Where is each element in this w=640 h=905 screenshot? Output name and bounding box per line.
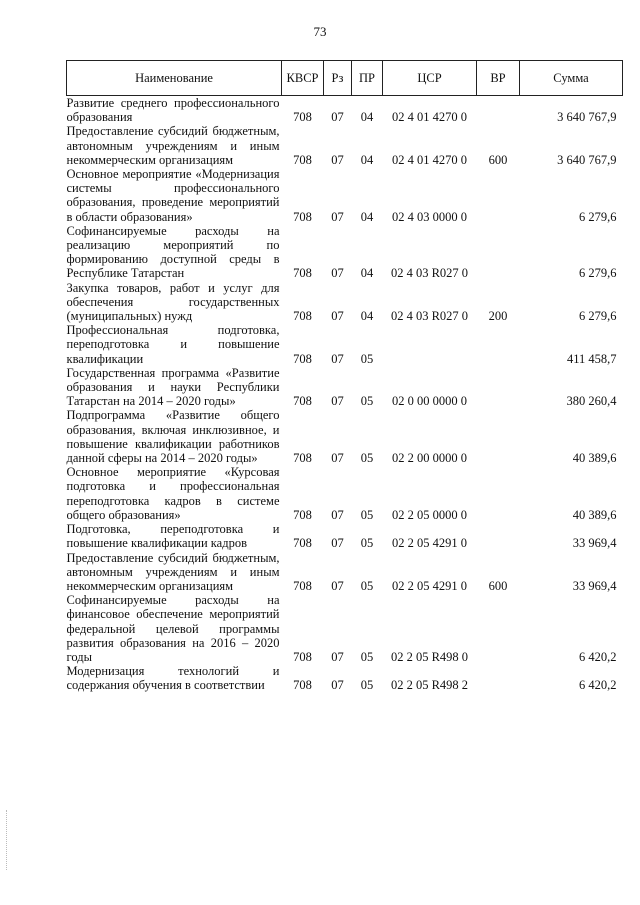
- cell-vr: [477, 522, 520, 550]
- cell-sum: 33 969,4: [572, 578, 617, 593]
- cell-kvsr: 708: [293, 451, 312, 466]
- table-row: [67, 366, 623, 409]
- cell-pr: 04: [360, 309, 374, 324]
- cell-pr: 05: [360, 678, 374, 693]
- header-pr: ПР: [352, 61, 383, 96]
- cell-csr: 02 4 03 R027 0: [390, 309, 469, 324]
- cell-name: Развитие среднего профессионального образования: [66, 96, 280, 125]
- header-kvsr: КВСР: [282, 61, 324, 96]
- cell-csr: [383, 323, 477, 366]
- cell-pr: 05: [360, 394, 374, 409]
- table-row: [67, 323, 623, 366]
- table-row: [67, 167, 623, 224]
- cell-rz: 07: [331, 678, 344, 693]
- table-row: [67, 408, 623, 465]
- cell-csr: 02 2 05 0000 0: [392, 507, 467, 522]
- margin-marks: [6, 810, 11, 870]
- cell-pr: 05: [360, 578, 374, 593]
- cell-rz: 07: [331, 507, 344, 522]
- cell-csr: 02 2 05 R498 2: [390, 678, 469, 693]
- cell-name: Основное мероприятие «Модернизация системы профессионального образования, проведение мероприятий в области образования»: [66, 167, 280, 224]
- cell-kvsr: 708: [293, 536, 312, 551]
- cell-vr: [477, 664, 520, 692]
- cell-csr: 02 2 05 R498 0: [390, 649, 469, 664]
- table-header: [67, 61, 623, 96]
- cell-pr: 05: [360, 451, 374, 466]
- cell-csr: 02 4 01 4270 0: [392, 110, 467, 125]
- cell-sum: 6 279,6: [579, 266, 617, 281]
- cell-vr: 600: [488, 578, 508, 593]
- cell-kvsr: 708: [293, 309, 312, 324]
- cell-vr: [477, 465, 520, 522]
- cell-kvsr: 708: [293, 649, 312, 664]
- cell-pr: 05: [360, 649, 374, 664]
- cell-pr: 04: [360, 110, 374, 125]
- cell-csr: 02 2 05 4291 0: [392, 578, 467, 593]
- header-csr: ЦСР: [383, 61, 477, 96]
- table-row: [67, 664, 623, 692]
- cell-pr: 05: [360, 536, 374, 551]
- cell-name: Софинансируемые расходы на реализацию мероприятий по формированию доступной среды в Республике Татарстан: [66, 223, 280, 281]
- cell-kvsr: 708: [293, 351, 312, 366]
- cell-name: Предоставление субсидий бюджетным, автономным учреждениям и иным некоммерческим организациям: [66, 550, 280, 593]
- cell-sum: 6 279,6: [579, 309, 617, 324]
- cell-kvsr: 708: [293, 507, 312, 522]
- cell-sum: 6 279,6: [579, 209, 617, 224]
- table-row: [67, 551, 623, 594]
- cell-rz: 07: [331, 578, 344, 593]
- cell-rz: 07: [331, 394, 344, 409]
- cell-pr: 04: [360, 209, 374, 224]
- cell-pr: 04: [360, 152, 374, 167]
- budget-table: [66, 60, 623, 693]
- cell-sum: 6 420,2: [579, 649, 617, 664]
- table-row: [67, 281, 623, 324]
- cell-vr: [477, 593, 520, 664]
- cell-vr: [477, 408, 520, 465]
- cell-name: Предоставление субсидий бюджетным, автономным учреждениям и иным некоммерческим организациям: [66, 124, 280, 167]
- cell-rz: 07: [331, 451, 344, 466]
- cell-name: Основное мероприятие «Курсовая подготовка и профессиональная переподготовка кадров в системе общего образования»: [66, 465, 280, 522]
- table-row: [67, 124, 623, 167]
- cell-sum: 33 969,4: [572, 536, 617, 551]
- header-rz: Рз: [324, 61, 352, 96]
- cell-csr: 02 4 03 0000 0: [392, 209, 467, 224]
- cell-rz: 07: [331, 536, 344, 551]
- cell-rz: 07: [331, 110, 344, 125]
- cell-rz: 07: [331, 209, 344, 224]
- cell-kvsr: 708: [293, 578, 312, 593]
- cell-sum: 3 640 767,9: [557, 152, 617, 167]
- table-row: [67, 522, 623, 550]
- cell-csr: 02 4 03 R027 0: [390, 266, 469, 281]
- cell-kvsr: 708: [293, 209, 312, 224]
- cell-vr: [477, 96, 520, 125]
- table-row: [67, 224, 623, 281]
- table-row: [67, 593, 623, 664]
- cell-rz: 07: [331, 266, 344, 281]
- cell-pr: 05: [360, 507, 374, 522]
- cell-sum: 6 420,2: [579, 678, 617, 693]
- cell-csr: 02 2 00 0000 0: [392, 451, 467, 466]
- cell-vr: [477, 224, 520, 281]
- cell-name: Государственная программа «Развитие образования и науки Республики Татарстан на 2014 – 2020 годы»: [66, 365, 280, 409]
- cell-name: Модернизация технологий и содержания обучения в соответствии: [66, 664, 280, 693]
- cell-name: Подпрограмма «Развитие общего образования, включая инклюзивное, и повышение квалификации работников данной сферы на 2014 – 2020 годы»: [66, 408, 280, 466]
- cell-pr: 04: [360, 266, 374, 281]
- cell-kvsr: 708: [293, 110, 312, 125]
- cell-rz: 07: [331, 351, 344, 366]
- header-vr: ВР: [477, 61, 520, 96]
- cell-vr: 200: [488, 309, 508, 324]
- cell-sum: 380 260,4: [566, 394, 617, 409]
- cell-csr: 02 2 05 4291 0: [392, 536, 467, 551]
- cell-kvsr: 708: [293, 394, 312, 409]
- cell-name: Софинансируемые расходы на финансовое обеспечение мероприятий федеральной целевой программы развития образования на 2016 – 2020 годы: [66, 593, 280, 664]
- cell-vr: 600: [488, 152, 508, 167]
- cell-csr: 02 0 00 0000 0: [392, 394, 467, 409]
- page-number: 73: [313, 24, 327, 39]
- cell-name: Профессиональная подготовка, переподготовка и повышение квалификации: [66, 323, 280, 366]
- table-body: [67, 96, 623, 693]
- header-name: Наименование: [67, 61, 282, 96]
- cell-sum: 40 389,6: [572, 451, 617, 466]
- cell-sum: 411 458,7: [566, 351, 617, 366]
- cell-vr: [477, 167, 520, 224]
- cell-kvsr: 708: [293, 152, 312, 167]
- table-row: [67, 96, 623, 125]
- cell-kvsr: 708: [293, 678, 312, 693]
- cell-rz: 07: [331, 309, 344, 324]
- cell-vr: [477, 323, 520, 366]
- header-sum: Сумма: [520, 61, 623, 96]
- cell-rz: 07: [331, 649, 344, 664]
- table-row: [67, 465, 623, 522]
- cell-sum: 40 389,6: [572, 507, 617, 522]
- cell-vr: [477, 366, 520, 409]
- cell-name: Закупка товаров, работ и услуг для обеспечения государственных (муниципальных) нужд: [66, 280, 280, 324]
- cell-sum: 3 640 767,9: [557, 110, 617, 125]
- cell-rz: 07: [331, 152, 344, 167]
- cell-kvsr: 708: [293, 266, 312, 281]
- cell-pr: 05: [360, 351, 374, 366]
- cell-name: Подготовка, переподготовка и повышение квалификации кадров: [66, 522, 280, 551]
- cell-csr: 02 4 01 4270 0: [392, 152, 467, 167]
